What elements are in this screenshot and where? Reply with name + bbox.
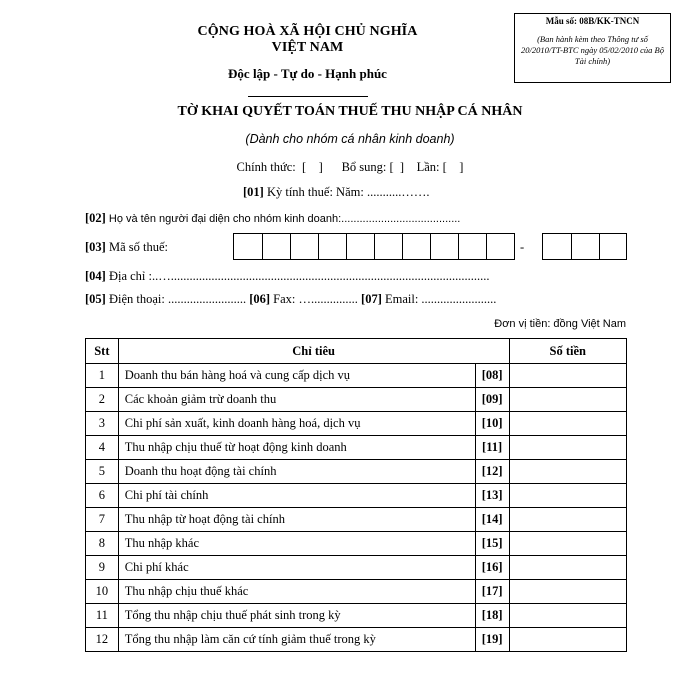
address-line — [85, 269, 490, 284]
header-stt: Stt — [86, 339, 119, 364]
row-stt: 8 — [86, 532, 119, 556]
form-legal-note: (Ban hành kèm theo Thông tư số 20/2010/TT-BTC ngày 05/02/2010 của Bộ Tài chính) — [521, 34, 664, 66]
form-subtitle: (Dành cho nhóm cá nhân kinh doanh) — [245, 132, 455, 146]
row-code: [13] — [475, 484, 509, 508]
field-code: [04] — [85, 269, 106, 283]
amount-cell[interactable] — [509, 388, 627, 412]
row-indicator: Doanh thu bán hàng hoá và cung cấp dịch vụ — [118, 364, 475, 388]
contact-line — [85, 292, 496, 307]
tax-id-label: Mã số thuế: — [105, 240, 168, 254]
table-row — [86, 412, 627, 436]
row-indicator: Thu nhập khác — [118, 532, 475, 556]
row-code: [14] — [475, 508, 509, 532]
row-stt: 12 — [86, 628, 119, 652]
representative-line — [85, 209, 460, 227]
row-indicator: Chi phí tài chính — [118, 484, 475, 508]
row-code: [17] — [475, 580, 509, 604]
table-row — [86, 604, 627, 628]
fax-label: Fax: …............... — [270, 292, 362, 306]
row-stt: 10 — [86, 580, 119, 604]
row-indicator: Các khoản giảm trừ doanh thu — [118, 388, 475, 412]
field-code: [01] — [243, 185, 264, 199]
country-name: CỘNG HOÀ XÃ HỘI CHỦ NGHĨA VIỆT NAM — [197, 24, 418, 55]
tax-period-label: Kỳ tính thuế: Năm: ...........……. — [263, 185, 430, 199]
field-code: [07] — [361, 292, 382, 306]
tax-id-line — [85, 240, 168, 255]
table-row — [86, 436, 627, 460]
amount-cell[interactable] — [509, 628, 627, 652]
amount-cell[interactable] — [509, 364, 627, 388]
address-label: Địa chỉ :..…...................................................................................................... — [105, 269, 490, 283]
header-amount: Số tiền — [509, 339, 627, 364]
row-code: [18] — [475, 604, 509, 628]
row-stt: 5 — [86, 460, 119, 484]
row-stt: 2 — [86, 388, 119, 412]
amount-cell[interactable] — [509, 484, 627, 508]
row-code: [09] — [475, 388, 509, 412]
table-row — [86, 364, 627, 388]
national-motto: Độc lập - Tự do - Hạnh phúc — [228, 66, 387, 81]
row-code: [16] — [475, 556, 509, 580]
amount-cell[interactable] — [509, 436, 627, 460]
row-stt: 9 — [86, 556, 119, 580]
row-indicator: Tổng thu nhập chịu thuế phát sinh trong kỳ — [118, 604, 475, 628]
field-code: [06] — [249, 292, 271, 306]
row-stt: 6 — [86, 484, 119, 508]
row-stt: 7 — [86, 508, 119, 532]
header-divider — [248, 96, 368, 97]
table-row — [86, 388, 627, 412]
row-indicator: Doanh thu hoạt động tài chính — [118, 460, 475, 484]
tax-id-main-boxes[interactable] — [233, 233, 515, 260]
email-label: Email: ........................ — [381, 292, 497, 306]
table-row — [86, 484, 627, 508]
table-row — [86, 460, 627, 484]
national-header — [190, 24, 425, 97]
row-indicator: Thu nhập chịu thuế khác — [118, 580, 475, 604]
tax-id-suffix-boxes[interactable] — [542, 233, 627, 260]
amount-cell[interactable] — [509, 460, 627, 484]
table-header-row — [86, 339, 627, 364]
amount-cell[interactable] — [509, 532, 627, 556]
header-indicator: Chỉ tiêu — [118, 339, 509, 364]
form-code: Mẫu số: 08B/KK-TNCN — [545, 16, 640, 26]
amount-cell[interactable] — [509, 604, 627, 628]
field-code: [03] — [85, 240, 106, 254]
tax-period-line — [243, 185, 429, 200]
row-stt: 11 — [86, 604, 119, 628]
field-code: [02] — [85, 211, 106, 225]
row-indicator: Chi phí sản xuất, kinh doanh hàng hoá, dịch vụ — [118, 412, 475, 436]
amount-cell[interactable] — [509, 556, 627, 580]
form-title: TỜ KHAI QUYẾT TOÁN THUẾ THU NHẬP CÁ NHÂN — [177, 104, 523, 119]
field-code: [05] — [85, 292, 106, 306]
table-row — [86, 508, 627, 532]
row-code: [08] — [475, 364, 509, 388]
indicator-table — [85, 338, 627, 652]
row-code: [10] — [475, 412, 509, 436]
row-stt: 3 — [86, 412, 119, 436]
table-row — [86, 580, 627, 604]
phone-label: Điện thoại: ......................... — [105, 292, 250, 306]
table-row — [86, 628, 627, 652]
row-code: [19] — [475, 628, 509, 652]
row-stt: 4 — [86, 436, 119, 460]
row-stt: 1 — [86, 364, 119, 388]
row-indicator: Chi phí khác — [118, 556, 475, 580]
tax-id-dash: - — [520, 240, 525, 254]
row-code: [15] — [475, 532, 509, 556]
row-code: [12] — [475, 460, 509, 484]
row-code: [11] — [475, 436, 509, 460]
amount-cell[interactable] — [509, 412, 627, 436]
table-row — [86, 556, 627, 580]
row-indicator: Tổng thu nhập làm căn cứ tính giảm thuế trong kỳ — [118, 628, 475, 652]
table-row — [86, 532, 627, 556]
row-indicator: Thu nhập từ hoạt động tài chính — [118, 508, 475, 532]
amount-cell[interactable] — [509, 580, 627, 604]
amount-cell[interactable] — [509, 508, 627, 532]
currency-note: Đơn vị tiền: đồng Việt Nam — [494, 318, 626, 330]
declaration-status-line: Chính thức: [ ] Bổ sung: [ ] Lần: [ ] — [236, 160, 464, 174]
form-code-box — [514, 13, 671, 83]
row-indicator: Thu nhập chịu thuế từ hoạt động kinh doanh — [118, 436, 475, 460]
representative-label: Họ và tên người đại diện cho nhóm kinh doanh:....................................... — [105, 213, 461, 225]
